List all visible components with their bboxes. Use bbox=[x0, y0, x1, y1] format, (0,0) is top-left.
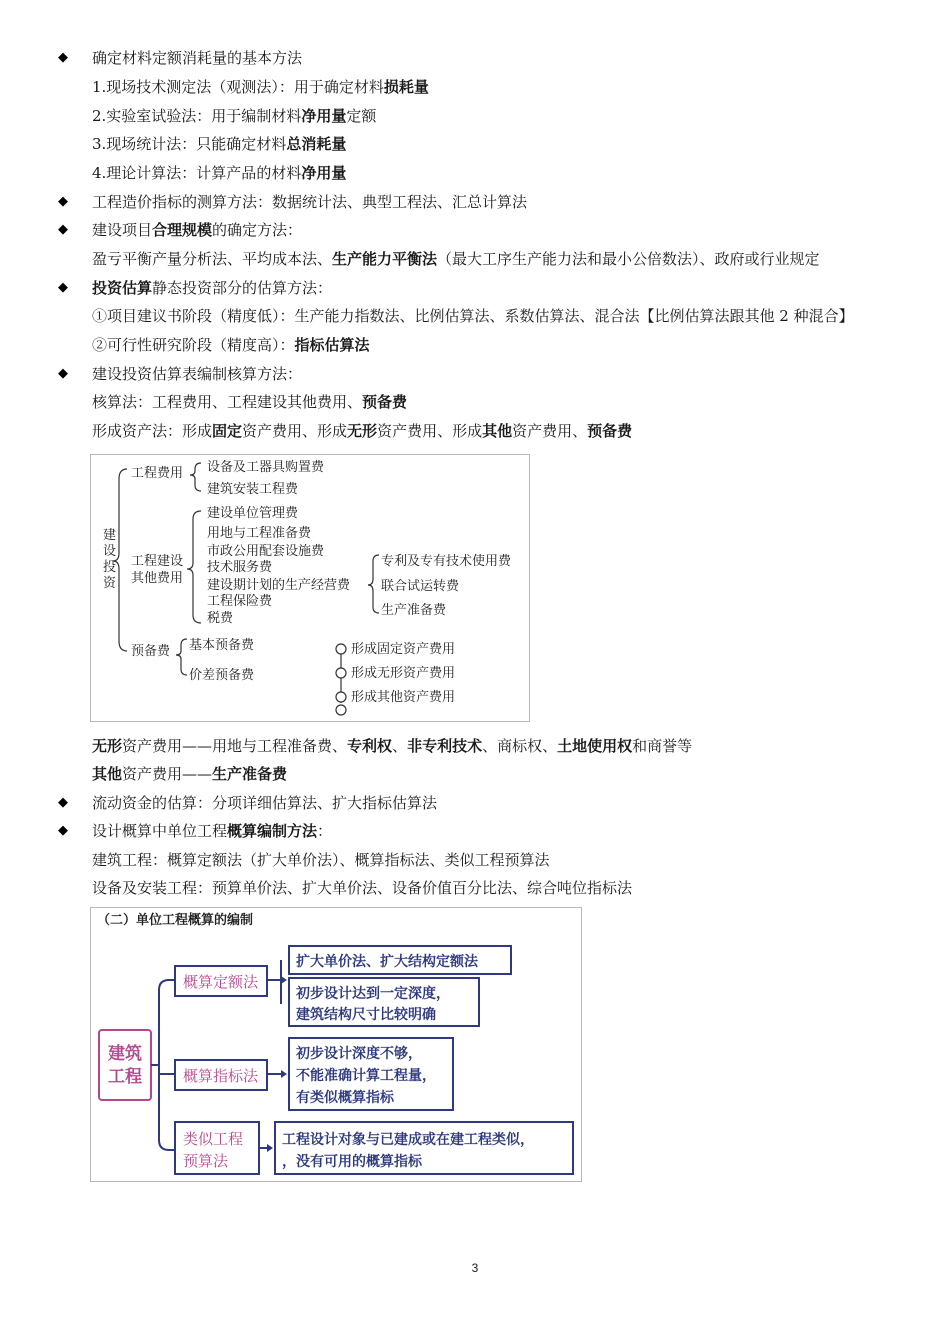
text-line bbox=[92, 364, 302, 384]
text-span: 设计概算中单位工程 bbox=[92, 822, 228, 840]
bold-term: 非专利技术 bbox=[407, 737, 483, 755]
text-line bbox=[92, 249, 820, 269]
d2-desc1a: 扩大单价法、扩大结构定额法 bbox=[296, 954, 478, 970]
d1-reserve-brace bbox=[176, 639, 187, 675]
d2-desc3-line1: 工程设计对象与已建成或在建工程类似， bbox=[282, 1132, 534, 1148]
d2-root-box bbox=[99, 1030, 151, 1100]
text-line bbox=[92, 134, 346, 154]
d2-desc1b-line2: 建筑结构尺寸比较明确 bbox=[296, 1007, 436, 1023]
d2-method2-label: 概算指标法 bbox=[183, 1067, 259, 1085]
bullet-diamond-icon: ◆ bbox=[58, 222, 68, 237]
d1-eng-item: 设备及工器具购置费 bbox=[207, 460, 325, 475]
text-span: 工程造价指标的测算方法：数据统计法、典型工程法、汇总计算法 bbox=[92, 193, 528, 211]
text-span: 建设项目 bbox=[92, 221, 153, 239]
d1-other-item: 市政公用配套设施费 bbox=[207, 544, 325, 559]
text-span: 形成资产法：形成 bbox=[92, 422, 213, 440]
text-line bbox=[92, 220, 302, 240]
d1-asset-item: 形成其他资产费用 bbox=[351, 690, 456, 705]
d1-root-char: 投 bbox=[103, 560, 117, 575]
unit-estimate-diagram bbox=[90, 907, 582, 1182]
bold-term: 专利权 bbox=[347, 737, 393, 755]
bullet-diamond-icon: ◆ bbox=[58, 194, 68, 209]
text-span: 确定材料定额消耗量的基本方法 bbox=[92, 49, 303, 67]
bullet-diamond-icon: ◆ bbox=[58, 823, 68, 838]
d2-desc1b-line1: 初步设计达到一定深度， bbox=[296, 986, 450, 1002]
d2-connector bbox=[151, 980, 175, 1150]
bold-term: 其他 bbox=[482, 422, 513, 440]
text-span: 的确定方法： bbox=[212, 221, 303, 239]
bold-term: 无形 bbox=[92, 737, 123, 755]
bold-term: 指标估算法 bbox=[294, 336, 370, 354]
bold-term: 固定 bbox=[212, 422, 243, 440]
d1-engineering-fee: 工程费用 bbox=[131, 466, 184, 481]
bold-term: 净用量 bbox=[301, 164, 347, 182]
bold-term: 总消耗量 bbox=[286, 135, 347, 153]
d1-asset-item: 形成无形资产费用 bbox=[351, 666, 456, 681]
text-line bbox=[92, 878, 632, 898]
text-span: 定额 bbox=[346, 107, 377, 125]
bold-term: 预备费 bbox=[362, 393, 408, 411]
text-span: 资产费用—— bbox=[122, 765, 213, 783]
d2-arrow bbox=[267, 960, 281, 1004]
d1-asset-node bbox=[336, 705, 346, 715]
d1-root-char: 设 bbox=[103, 544, 117, 559]
text-span: 、商标权、 bbox=[482, 737, 558, 755]
d1-eng-item: 建筑安装工程费 bbox=[207, 482, 299, 497]
bullet-diamond-icon: ◆ bbox=[58, 366, 68, 381]
bullet-diamond-icon: ◆ bbox=[58, 50, 68, 65]
d2-desc2-line1: 初步设计深度不够， bbox=[296, 1046, 422, 1062]
d1-other-item: 建设单位管理费 bbox=[207, 506, 299, 521]
bold-term: 合理规模 bbox=[152, 221, 213, 239]
bold-term: 其他 bbox=[92, 765, 123, 783]
text-span: 2.实验室试验法：用于编制材料 bbox=[92, 107, 302, 125]
text-line bbox=[92, 392, 407, 412]
text-span: ： bbox=[317, 822, 333, 840]
d2-method3-line2: 预算法 bbox=[183, 1152, 229, 1170]
text-span: （最大工序生产能力法和最小公倍数法）、政府或行业规定 bbox=[437, 250, 820, 268]
text-line bbox=[92, 77, 429, 97]
text-span: 建筑工程：概算定额法（扩大单价法）、概算指标法、类似工程预算法 bbox=[92, 851, 550, 869]
d1-root-char: 资 bbox=[103, 576, 117, 591]
d1-eng-brace bbox=[190, 463, 201, 491]
d2-root-line1: 建筑 bbox=[108, 1044, 142, 1064]
bold-term: 生产准备费 bbox=[212, 765, 288, 783]
text-span: 盈亏平衡产量分析法、平均成本法、 bbox=[92, 250, 333, 268]
text-span: ②可行性研究阶段（精度高）： bbox=[92, 336, 295, 354]
text-span: 资产费用、形成 bbox=[242, 422, 348, 440]
bold-term: 生产能力平衡法 bbox=[332, 250, 438, 268]
d1-other-item: 技术服务费 bbox=[207, 560, 273, 575]
text-span: 3.现场统计法：只能确定材料 bbox=[92, 135, 287, 153]
text-line bbox=[92, 764, 287, 784]
text-line bbox=[92, 421, 632, 441]
bold-term: 投资估算 bbox=[92, 279, 153, 297]
text-span: 设备及安装工程：预算单价法、扩大单价法、设备价值百分比法、综合吨位指标法 bbox=[92, 879, 633, 897]
text-span: 资产费用、 bbox=[512, 422, 588, 440]
text-span: 1.现场技术测定法（观测法）：用于确定材料 bbox=[92, 78, 384, 96]
text-span: 核算法：工程费用、工程建设其他费用、 bbox=[92, 393, 363, 411]
page-number: 3 bbox=[471, 1261, 479, 1275]
d1-other-item: 建设期计划的生产经营费 bbox=[207, 578, 351, 593]
bold-term: 土地使用权 bbox=[557, 737, 633, 755]
text-span: 资产费用、形成 bbox=[377, 422, 483, 440]
text-line bbox=[92, 306, 854, 326]
text-span: 4.理论计算法：计算产品的材料 bbox=[92, 164, 302, 182]
d1-asset-item: 形成固定资产费用 bbox=[351, 642, 456, 657]
text-span: ①项目建议书阶段（精度低）：生产能力指数法、比例估算法、系数估算法、混合法【比例估算法跟其他 2 种混合】 bbox=[92, 307, 854, 325]
bullet-diamond-icon: ◆ bbox=[58, 795, 68, 810]
text-line bbox=[92, 821, 332, 841]
text-span: 静态投资部分的估算方法： bbox=[152, 279, 333, 297]
text-span: 流动资金的估算：分项详细估算法、扩大指标估算法 bbox=[92, 794, 438, 812]
bold-term: 无形 bbox=[347, 422, 378, 440]
d1-asset-node bbox=[336, 692, 346, 702]
d2-arrow-head bbox=[281, 1070, 287, 1078]
d2-root-line2: 工程 bbox=[108, 1067, 142, 1087]
d2-arrow-head bbox=[281, 976, 287, 984]
d1-other-fee-line2: 其他费用 bbox=[131, 571, 184, 586]
d1-other-item: 用地与工程准备费 bbox=[207, 526, 312, 541]
text-line bbox=[92, 106, 376, 126]
d1-sub-item: 专利及专有技术使用费 bbox=[381, 554, 512, 569]
text-span: 建设投资估算表编制核算方法： bbox=[92, 365, 303, 383]
text-span: 、 bbox=[392, 737, 408, 755]
text-line bbox=[92, 335, 370, 355]
d1-other-item: 工程保险费 bbox=[207, 594, 273, 609]
text-span: 资产费用——用地与工程准备费、 bbox=[122, 737, 348, 755]
d1-asset-node bbox=[336, 644, 346, 654]
d2-title: （二）单位工程概算的编制 bbox=[97, 913, 254, 928]
text-line bbox=[92, 192, 527, 212]
d2-method3-line1: 类似工程 bbox=[183, 1130, 244, 1148]
d1-other-item: 税费 bbox=[207, 611, 234, 626]
investment-composition-diagram bbox=[90, 454, 530, 722]
text-line bbox=[92, 793, 437, 813]
text-line bbox=[92, 163, 346, 183]
text-line bbox=[92, 278, 332, 298]
d1-sub-brace bbox=[368, 555, 379, 613]
d1-other-brace bbox=[187, 511, 201, 623]
bold-term: 预备费 bbox=[587, 422, 633, 440]
d2-method1-label: 概算定额法 bbox=[183, 973, 259, 991]
d1-other-fee-line1: 工程建设 bbox=[131, 554, 184, 569]
d1-reserve-item: 价差预备费 bbox=[189, 668, 255, 683]
bold-term: 损耗量 bbox=[383, 78, 429, 96]
d1-sub-item: 联合试运转费 bbox=[381, 579, 460, 594]
d1-reserve-item: 基本预备费 bbox=[189, 638, 255, 653]
d2-desc3-line2: ，没有可用的概算指标 bbox=[282, 1154, 422, 1170]
bold-term: 概算编制方法 bbox=[227, 822, 318, 840]
text-span: 和商誉等 bbox=[632, 737, 693, 755]
bold-term: 净用量 bbox=[301, 107, 347, 125]
d2-desc2-line3: 有类似概算指标 bbox=[296, 1090, 394, 1106]
d1-sub-item: 生产准备费 bbox=[381, 603, 447, 618]
d1-root-char: 建 bbox=[103, 528, 117, 543]
bullet-diamond-icon: ◆ bbox=[58, 280, 68, 295]
d2-arrow-head bbox=[267, 1144, 273, 1152]
text-line bbox=[92, 736, 692, 756]
d2-desc2-line2: 不能准确计算工程量， bbox=[296, 1068, 436, 1084]
d1-reserve-fee: 预备费 bbox=[131, 644, 171, 659]
d1-asset-node bbox=[336, 668, 346, 678]
text-line bbox=[92, 850, 550, 870]
text-line bbox=[92, 48, 302, 68]
